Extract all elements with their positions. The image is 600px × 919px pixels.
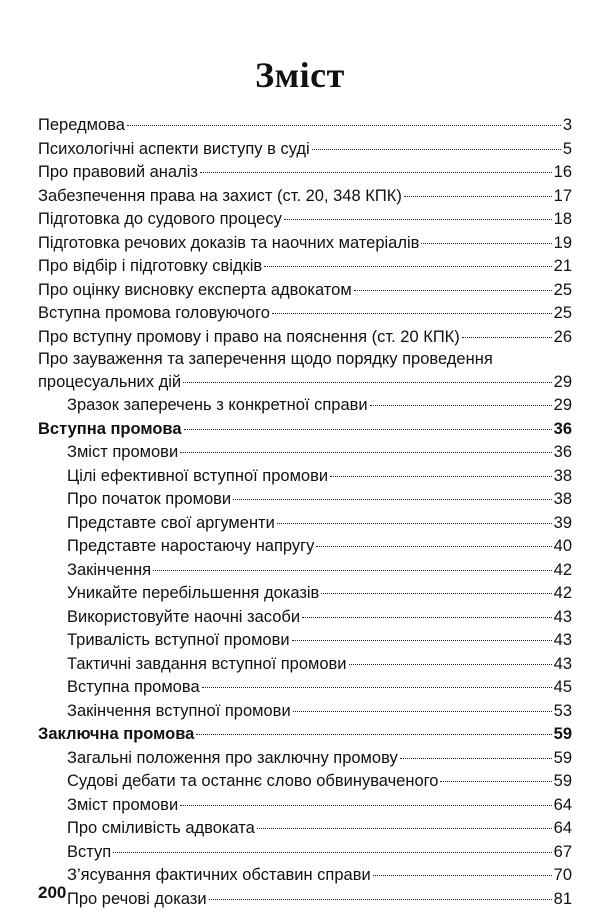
toc-entry-title: Вступна промова <box>38 419 182 438</box>
toc-entry <box>38 794 572 818</box>
toc-leader-dots <box>370 405 552 406</box>
toc-page-number: 17 <box>553 186 572 205</box>
toc-page-number: 29 <box>553 372 572 391</box>
toc-leader-dots <box>153 570 552 571</box>
toc-entry <box>38 232 572 256</box>
toc-page-number: 67 <box>553 842 572 861</box>
toc-page-number: 29 <box>553 396 572 414</box>
toc-entry-title: Зміст промови <box>67 443 179 461</box>
toc-entry-title: Загальні положення про заключну промову <box>67 748 398 767</box>
toc-entry-title-line1: Про зауваження та заперечення щодо порядку проведення <box>38 350 493 368</box>
toc-entry <box>38 700 572 724</box>
toc-page-number: 64 <box>553 819 572 837</box>
toc-leader-dots <box>180 452 551 453</box>
toc-entry <box>38 208 572 232</box>
toc-leader-dots <box>184 429 552 430</box>
toc-page-number: 25 <box>553 304 572 322</box>
toc-page-number: 40 <box>553 537 572 555</box>
toc-section-heading <box>38 723 572 747</box>
toc-entry-title: З’ясування фактичних обставин справи <box>67 866 371 884</box>
toc-entry-title: Про правовий аналіз <box>38 163 198 181</box>
toc-page-number: 59 <box>553 725 572 743</box>
toc-entry <box>38 770 572 794</box>
toc-leader-dots <box>209 899 552 900</box>
toc-entry-title: Тактичні завдання вступної промови <box>67 654 347 673</box>
toc-entry-title: Передмова <box>38 116 125 134</box>
toc-entry-title-line2: процесуальних дій <box>38 372 182 391</box>
toc-leader-dots <box>200 172 552 173</box>
toc-entry-title: Представте наростаючу напругу <box>67 537 315 555</box>
toc-leader-dots <box>421 243 551 244</box>
toc-page-number: 43 <box>553 631 572 649</box>
toc-leader-dots <box>196 734 551 735</box>
toc-entry-title: Цілі ефективної вступної промови <box>67 466 329 485</box>
toc-entry <box>38 606 572 630</box>
toc-leader-dots <box>272 313 552 314</box>
toc-entry <box>38 864 572 888</box>
toc-leader-dots <box>292 640 552 641</box>
toc-page-number: 42 <box>553 560 572 579</box>
toc-page-number: 43 <box>553 654 572 673</box>
page-number-footer: 200 <box>38 883 67 902</box>
toc-entry <box>38 465 572 489</box>
toc-page-number: 38 <box>553 466 572 485</box>
toc-entry <box>38 441 572 465</box>
toc-leader-dots <box>354 290 552 291</box>
toc-page-number: 36 <box>553 419 572 438</box>
toc-leader-dots <box>316 546 551 547</box>
toc-page-number: 70 <box>553 866 572 884</box>
toc-entry-title: Психологічні аспекти виступу в суді <box>38 139 310 158</box>
toc-page-number: 43 <box>553 607 572 626</box>
toc-entry-title: Використовуйте наочні засоби <box>67 607 301 626</box>
toc-leader-dots <box>440 781 551 782</box>
toc-entry <box>38 326 572 350</box>
toc-page-number: 36 <box>553 443 572 461</box>
toc-entry-title: Зразок заперечень з конкретної справи <box>67 396 368 414</box>
toc-entry <box>38 255 572 279</box>
toc-entry <box>38 161 572 185</box>
toc-page-number: 19 <box>553 233 572 252</box>
toc-leader-dots <box>257 828 552 829</box>
toc-page-number: 59 <box>553 772 572 790</box>
toc-page-number: 16 <box>553 163 572 181</box>
toc-entry-title: Закінчення <box>67 560 152 579</box>
toc-page-number: 5 <box>562 139 572 158</box>
toc-entry <box>38 676 572 700</box>
toc-entry-title: Забезпечення права на захист (ст. 20, 348 КПК) <box>38 186 402 205</box>
toc-leader-dots <box>277 523 552 524</box>
toc-page-number: 3 <box>562 116 572 134</box>
toc-entry <box>38 488 572 512</box>
toc-entry <box>38 817 572 841</box>
toc-entry <box>38 114 572 138</box>
toc-entry-title: Про сміливість адвоката <box>67 819 255 837</box>
toc-entry-title: Про речові докази <box>67 889 207 908</box>
toc-page-number: 39 <box>553 513 572 532</box>
toc-page-number: 59 <box>553 748 572 767</box>
toc-entry <box>38 888 572 912</box>
toc-entry-title: Закінчення вступної промови <box>67 701 291 720</box>
toc-entry-title: Про початок промови <box>67 490 232 508</box>
toc-entry <box>38 394 572 418</box>
toc-entry-title: Заключна промова <box>38 725 195 743</box>
toc-leader-dots <box>293 711 552 712</box>
toc-entry-title: Вступ <box>67 842 112 861</box>
toc-leader-dots <box>180 805 551 806</box>
toc-entry-title: Вступна промова головуючого <box>38 304 270 322</box>
toc-leader-dots <box>113 852 551 853</box>
toc-leader-dots <box>312 149 561 150</box>
toc-entry <box>38 747 572 771</box>
toc-leader-dots <box>264 266 551 267</box>
toc-entry-title: Підготовка речових доказів та наочних матеріалів <box>38 233 420 252</box>
toc-section-heading <box>38 418 572 442</box>
toc-leader-dots <box>233 499 552 500</box>
toc-page-number: 53 <box>553 701 572 720</box>
toc-entry <box>38 279 572 303</box>
toc-entry-title: Про відбір і підготовку свідків <box>38 257 263 275</box>
toc-page-number: 26 <box>553 327 572 346</box>
table-of-contents <box>38 114 572 911</box>
toc-page-number: 18 <box>553 210 572 228</box>
toc-entry <box>38 512 572 536</box>
toc-leader-dots <box>349 664 552 665</box>
page-title: Зміст <box>255 55 345 95</box>
toc-leader-dots <box>202 687 552 688</box>
toc-entry <box>38 653 572 677</box>
toc-leader-dots <box>127 125 561 126</box>
toc-entry-title: Про вступну промову і право на пояснення (ст. 20 КПК) <box>38 327 460 346</box>
toc-entry <box>38 559 572 583</box>
toc-entry-title: Уникайте перебільшення доказів <box>67 584 320 602</box>
toc-leader-dots <box>462 337 552 338</box>
toc-leader-dots <box>373 875 552 876</box>
toc-page-number: 42 <box>553 584 572 602</box>
toc-page-number: 25 <box>553 280 572 299</box>
toc-entry-title: Тривалість вступної промови <box>67 631 290 649</box>
toc-page-number: 21 <box>553 257 572 275</box>
toc-page-number: 45 <box>553 678 572 696</box>
toc-entry <box>38 535 572 559</box>
toc-leader-dots <box>321 593 551 594</box>
toc-entry-title: Вступна промова <box>67 678 200 696</box>
toc-leader-dots <box>183 382 552 383</box>
toc-page-number: 81 <box>553 889 572 908</box>
toc-entry-title: Зміст промови <box>67 795 179 814</box>
toc-entry <box>38 138 572 162</box>
toc-entry-title: Підготовка до судового процесу <box>38 210 282 228</box>
toc-entry <box>38 302 572 326</box>
toc-entry <box>38 185 572 209</box>
toc-leader-dots <box>302 617 552 618</box>
toc-page-number: 64 <box>553 795 572 814</box>
toc-entry-title: Представте свої аргументи <box>67 513 275 532</box>
toc-leader-dots <box>284 219 552 220</box>
toc-entry-title: Судові дебати та останнє слово обвинуваченого <box>67 772 439 790</box>
toc-leader-dots <box>404 196 552 197</box>
toc-entry <box>38 841 572 865</box>
toc-entry <box>38 582 572 606</box>
toc-entry-title: Про оцінку висновку експерта адвокатом <box>38 280 352 299</box>
toc-leader-dots <box>330 476 552 477</box>
toc-entry <box>38 629 572 653</box>
toc-leader-dots <box>400 758 552 759</box>
toc-entry <box>38 371 572 395</box>
toc-page-number: 38 <box>553 490 572 508</box>
